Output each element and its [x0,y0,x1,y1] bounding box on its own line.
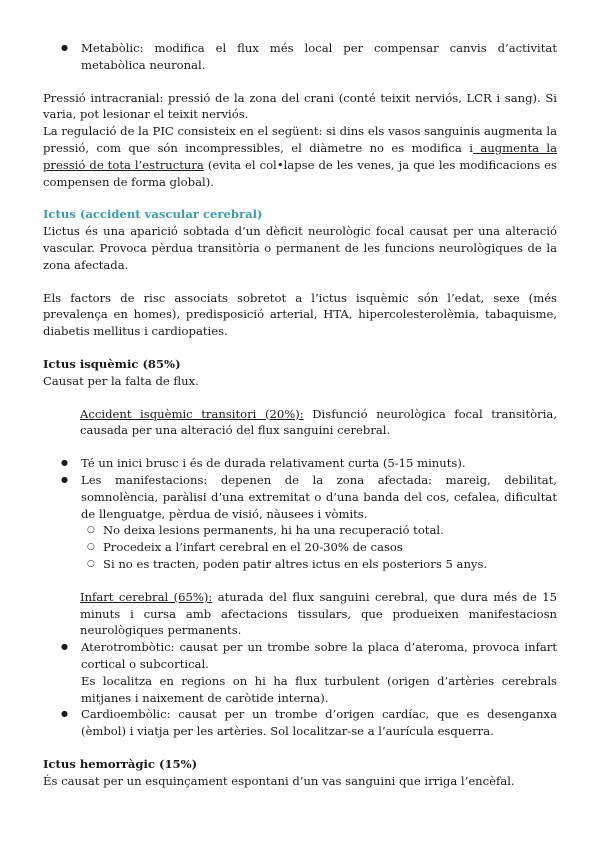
text-span: ● Aterotrombòtic: causat per un trombe sobre la placa d’ateroma, provoca infart cortical o subcortical. [81,640,557,671]
paragraph-pic-regulation [43,123,557,190]
bullet-list [43,639,557,740]
heading-ictus-isquemic: Ictus isquèmic (85%) [43,356,181,371]
list-item: ● Cardioembòlic: causat per un trombe d’origen cardíac, que es desenganxa (èmbol) i viatja per les artèries. Sol localitzar-se a l’aurícula esquerra. [81,706,557,740]
underlined-label: Accident isquèmic transitori (20%): [80,406,304,421]
list-item [81,472,557,573]
section-heading-ictus: Ictus (accident vascular cerebral) [43,207,263,222]
paragraph-hemorragic: És causat per un esquinçament espontani d’un vas sanguini que irriga l’encèfal. [43,773,515,788]
list-item: ● Té un inici brusc i és de durada relativament curta (5-15 minuts). [81,455,557,472]
text-span: Es localitza en regions on hi ha flux turbulent (origen d’artèries cerebrals mitjanes i naixement de caròtide interna). [81,673,557,705]
bullet-list [43,40,557,74]
paragraph-pic-definition: Pressió intracranial: pressió de la zona del crani (conté teixit nerviós, LCR i sang). Si varia, pot lesionar el teixit nerviós. [43,90,557,122]
underlined-label: Infart cerebral (65%): [80,589,213,604]
list-item: ○ Si no es tracten, poden patir altres ictus en els posteriors 5 anys. [103,556,557,573]
paragraph-ictus-definition: L’ictus és una aparició sobtada d’un dèficit neurològic focal causat per una alteració vascular. Provoca pèrdua transitòria o permanent de les funcions neurològiques de la zona afectada. [43,224,557,272]
text-span: aturada del flux sanguini cerebral, que dura més de 15 minuts i cursa amb afectacions tissulars, que produeixen manifestaciosn neurològiques permanents. [80,589,557,638]
underlined-text: augmenta la pressió de tota l’estructura [43,140,558,172]
text-span: Les manifestacions: depenen de la zona afectada: mareig, debilitat, somnolència, paràlisi d’una extremitat o d’una banda del cos, cefalea, dificultat de llenguatge, pèrdua de visió, nàusees i vòmits. [81,472,557,521]
text-span: (evita el col•lapse de les venes, ja que les modificacions es compensen de forma global). [43,157,557,189]
document-page [43,40,557,789]
list-item: ● Metabòlic: modifica el flux més local per compensar canvis d’activitat metabòlica neuronal. [81,40,557,74]
list-item [81,639,557,706]
heading-ictus-hemorragic: Ictus hemorràgic (15%) [43,756,198,771]
text-span: La regulació de la PIC consisteix en el següent: si dins els vasos sanguinis augmenta la pressió, com que són incompressibles, el diàmetre no es modifica i [43,124,557,155]
paragraph-isquemic-cause: Causat per la falta de flux. [43,373,199,388]
text-span: Disfunció neurològica focal transitòria, causada per una alteració del flux sanguini cerebral. [80,406,558,438]
list-item: ○ Procedeix a l’infart cerebral en el 20-30% de casos [103,539,557,556]
list-item: ○ No deixa lesions permanents, hi ha una recuperació total. [103,522,557,539]
sub-bullet-list [81,522,557,572]
bullet-list [43,455,557,573]
paragraph-infart [43,589,557,639]
paragraph-risk-factors: Els factors de risc associats sobretot a l’ictus isquèmic són l’edat, sexe (més prevalença en homes), predisposició arterial, HTA, hipercolesterolèmia, tabaquisme, diabetis mellitus i cardiopaties. [43,290,557,339]
paragraph-ait [43,406,557,440]
